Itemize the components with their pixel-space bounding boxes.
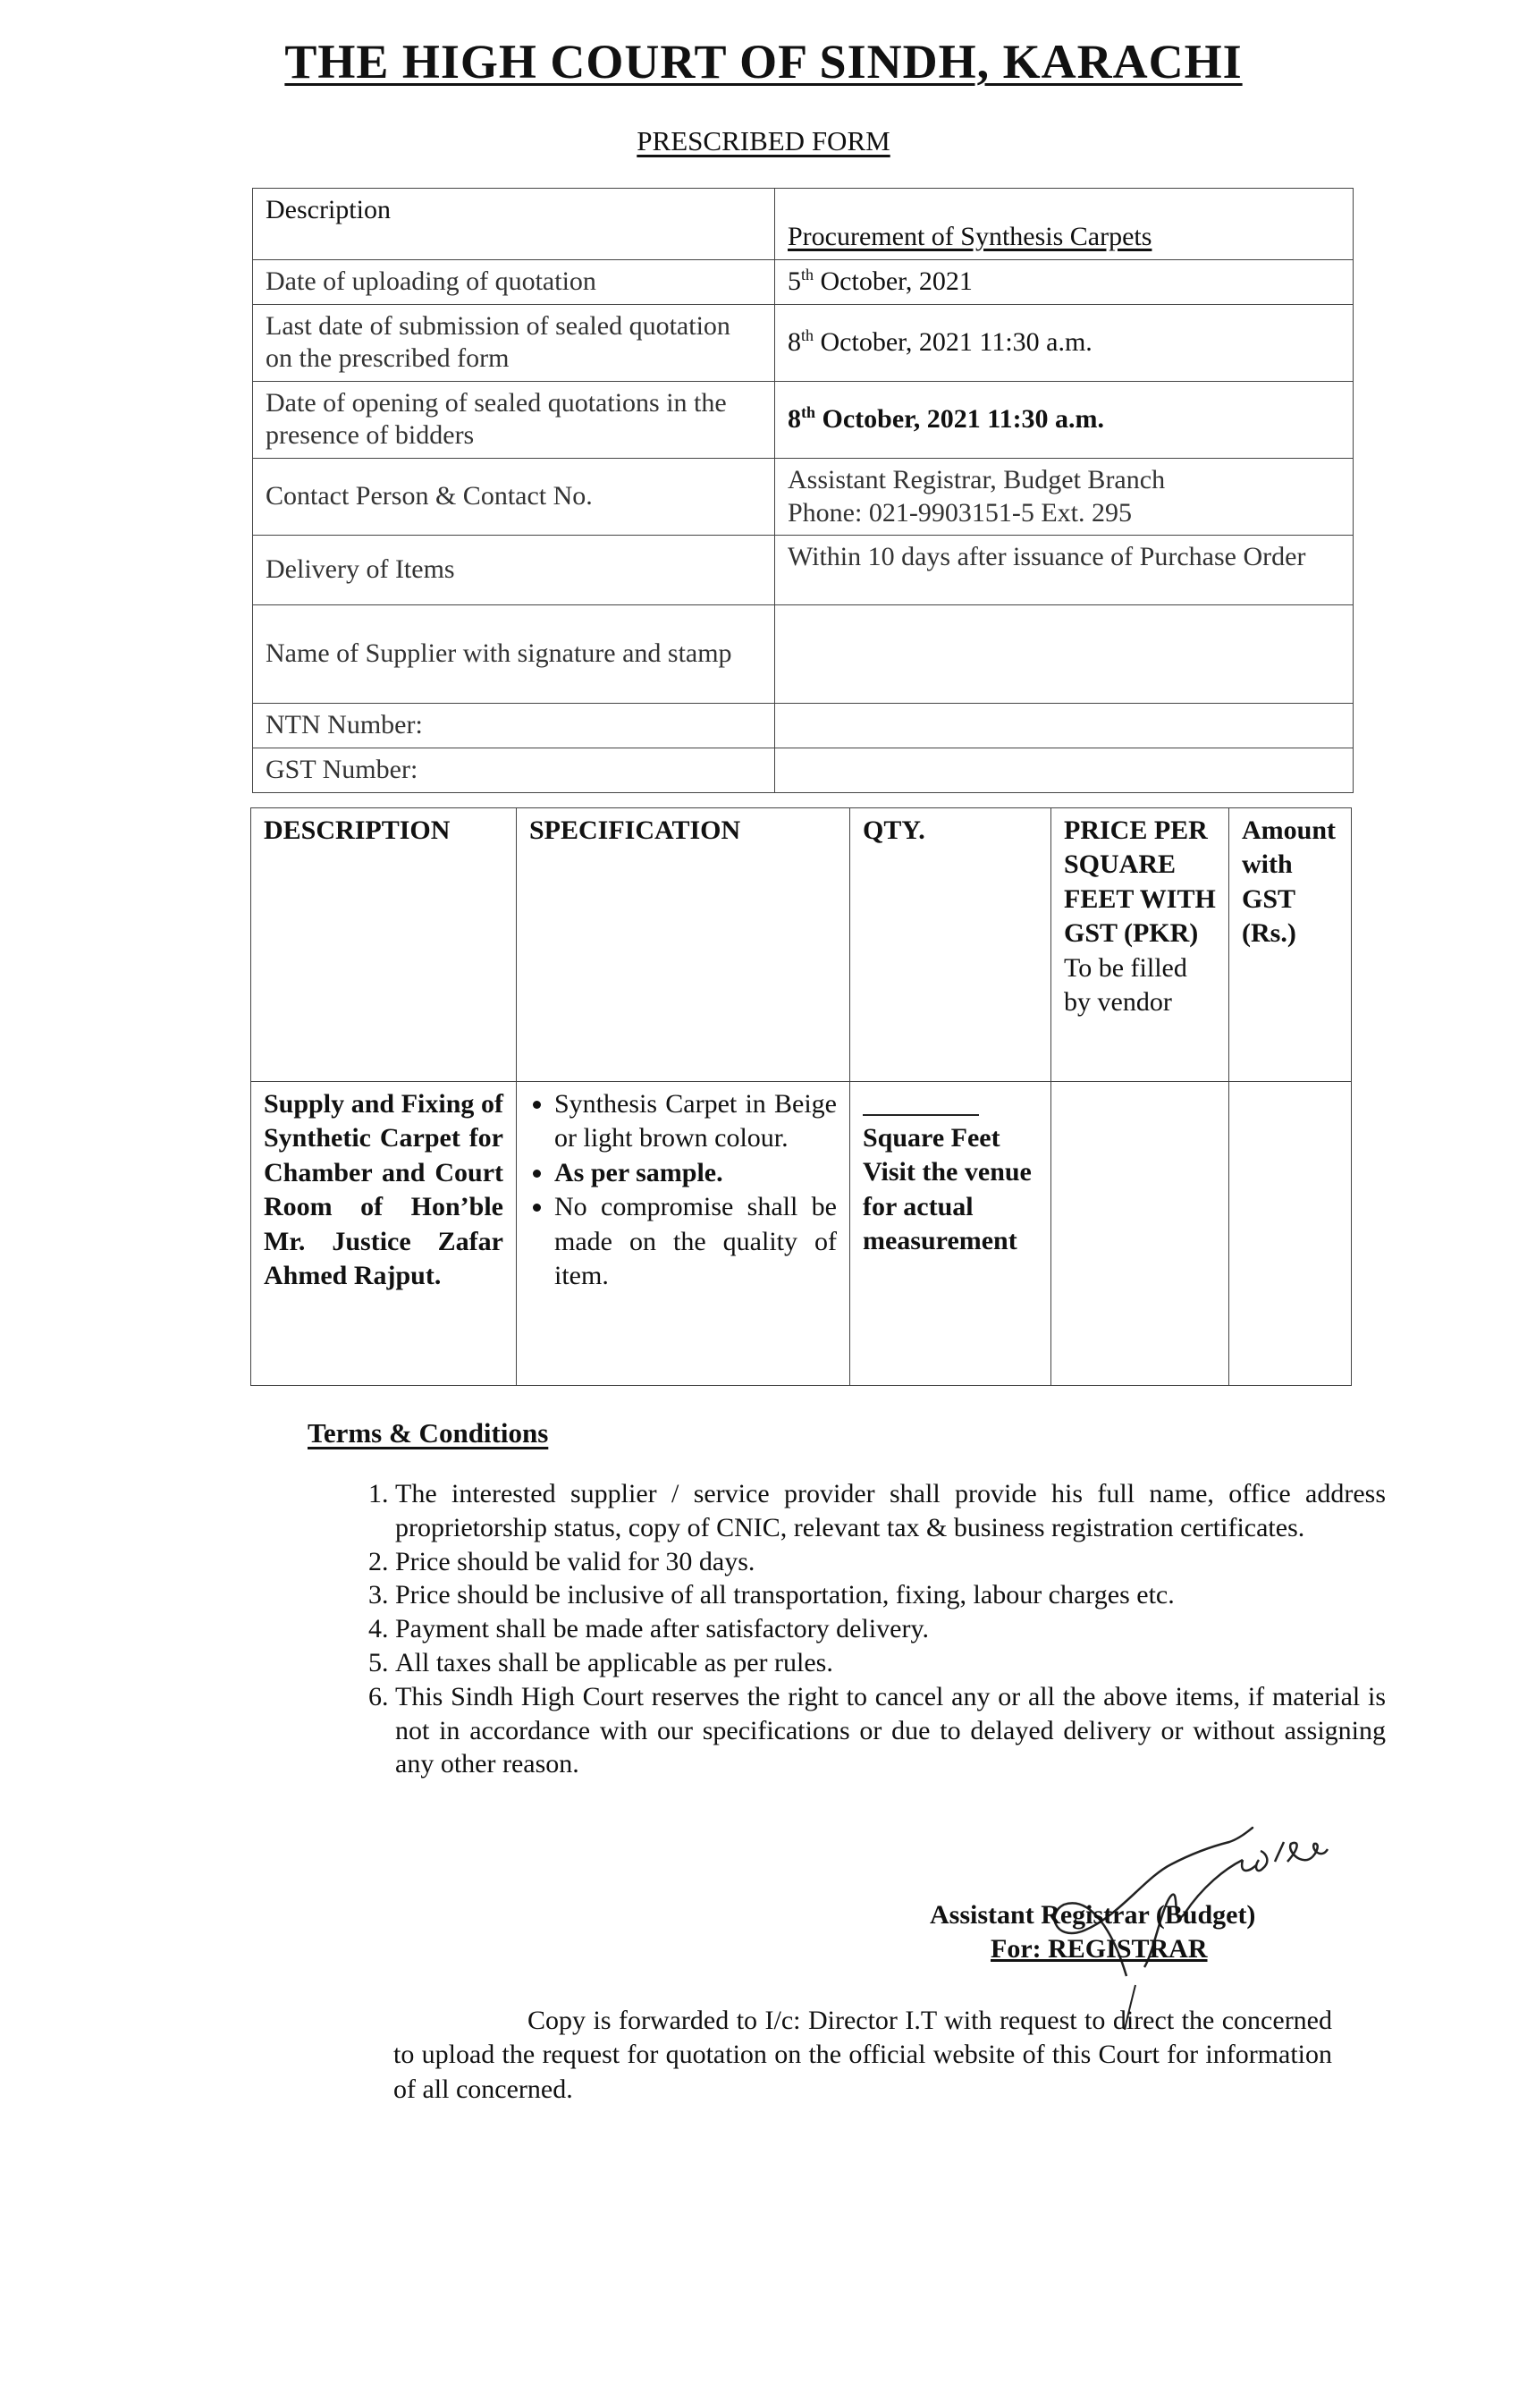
signatory-title: Assistant Registrar (Budget)	[930, 1900, 1256, 1930]
item-description: Supply and Fixing of Synthetic Carpet for Chamber and Court Room of Hon’ble Mr. Justice Zafar Ahmed Rajput.	[251, 1082, 517, 1386]
qty-text: Square Feet Visit the venue for actual measurement	[863, 1123, 1032, 1256]
table-row	[251, 1082, 1352, 1386]
signatory-for-line: For: REGISTRAR	[991, 1934, 1208, 1964]
items-table	[250, 807, 1352, 1386]
list-item: • Synthesis Carpet in Beige or light brown colour.	[554, 1087, 837, 1156]
table-row	[253, 458, 1354, 535]
item-price-cell	[1051, 1082, 1229, 1386]
table-header-row	[251, 808, 1352, 1082]
table-row	[253, 189, 1354, 260]
table-row	[253, 536, 1354, 605]
qty-blank-line	[863, 1087, 979, 1116]
gst-field	[775, 748, 1354, 793]
table-row	[253, 704, 1354, 748]
table-row	[253, 605, 1354, 704]
item-amount-cell	[1229, 1082, 1352, 1386]
info-label: Description	[253, 189, 775, 260]
quotation-info-table	[252, 188, 1354, 793]
spec-list	[529, 1087, 837, 1293]
ntn-field	[775, 704, 1354, 748]
form-subtitle: PRESCRIBED FORM	[637, 125, 890, 156]
list-item: 1. The interested supplier / service provider shall provide his full name, office address proprietorship status, copy of CNIC, relevant tax & business registration certificates.	[395, 1477, 1386, 1545]
copy-forward-note: Copy is forwarded to I/c: Director I.T with request to direct the concerned to upload the request for quotation on the official website of this Court for information of all concerned.	[393, 2006, 1332, 2104]
contact-phone: Phone: 021-9903151-5 Ext. 295	[788, 497, 1132, 528]
page-title: THE HIGH COURT OF SINDH, KARACHI	[284, 35, 1243, 89]
terms-heading: Terms & Conditions	[308, 1417, 549, 1449]
col-header-qty: QTY.	[850, 808, 1051, 1082]
info-label: NTN Number:	[253, 704, 775, 748]
info-value: Within 10 days after issuance of Purchase Order	[775, 536, 1354, 605]
terms-list	[349, 1477, 1386, 1781]
list-item: • No compromise shall be made on the quality of item.	[554, 1190, 837, 1293]
table-row	[253, 304, 1354, 381]
col-header-description: DESCRIPTION	[251, 808, 517, 1082]
list-item: 3. Price should be inclusive of all transportation, fixing, labour charges etc.	[395, 1578, 1386, 1612]
info-label: Name of Supplier with signature and stamp	[253, 605, 775, 704]
info-value	[775, 458, 1354, 535]
info-label: Date of uploading of quotation	[253, 260, 775, 305]
table-row	[253, 381, 1354, 458]
item-qty	[850, 1082, 1051, 1386]
supplier-name-field	[775, 605, 1354, 704]
info-value: 8th October, 2021 11:30 a.m.	[775, 381, 1354, 458]
col-header-price	[1051, 808, 1229, 1082]
info-label: Delivery of Items	[253, 536, 775, 605]
col-header-amount: Amount with GST (Rs.)	[1229, 808, 1352, 1082]
col-header-specification: SPECIFICATION	[517, 808, 850, 1082]
info-value: Procurement of Synthesis Carpets	[775, 189, 1354, 260]
list-item: 4. Payment shall be made after satisfactory delivery.	[395, 1612, 1386, 1646]
contact-person: Assistant Registrar, Budget Branch	[788, 464, 1166, 494]
list-item: 5. All taxes shall be applicable as per rules.	[395, 1646, 1386, 1680]
table-row	[253, 260, 1354, 305]
info-label: Last date of submission of sealed quotation on the prescribed form	[253, 304, 775, 381]
info-value: 8th October, 2021 11:30 a.m.	[775, 304, 1354, 381]
item-specification	[517, 1082, 850, 1386]
info-value: 5th October, 2021	[775, 260, 1354, 305]
list-item: 2. Price should be valid for 30 days.	[395, 1545, 1386, 1579]
list-item: 6. This Sindh High Court reserves the right to cancel any or all the above items, if material is not in accordance with our specifications or due to delayed delivery or without assigning any other reason.	[395, 1680, 1386, 1781]
info-label: Date of opening of sealed quotations in the presence of bidders	[253, 381, 775, 458]
price-header-label: PRICE PER SQUARE FEET WITH GST (PKR)	[1064, 815, 1216, 949]
info-label: Contact Person & Contact No.	[253, 458, 775, 535]
info-label: GST Number:	[253, 748, 775, 793]
price-header-note: To be filled by vendor	[1064, 952, 1187, 1017]
list-item: • As per sample.	[554, 1156, 837, 1190]
table-row	[253, 748, 1354, 793]
